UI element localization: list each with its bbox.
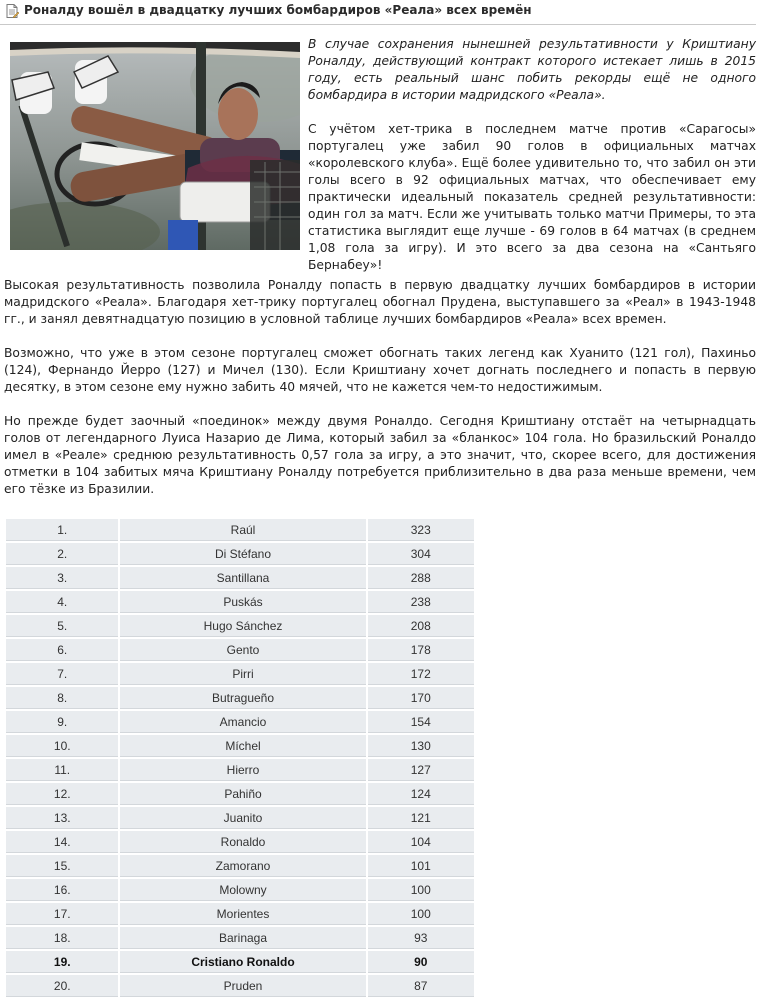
player-name-cell: Pruden (120, 975, 365, 997)
table-row (6, 879, 474, 901)
rank-cell: 5. (6, 615, 118, 637)
table-row (6, 927, 474, 949)
body-paragraph: Возможно, что уже в этом сезоне португалец сможет обогнать таких легенд как Хуанито (121 гол), Пахиньо (124), Фернандо Йерро (127) и Мичел (130). Если Криштиану хочет догнать последнего и попасть в первую десятку, в этом сезоне ему нужно забить 40 мячей, что не кажется чем-то недостижимым. (4, 346, 756, 394)
player-name-cell: Molowny (120, 879, 365, 901)
rank-cell: 15. (6, 855, 118, 877)
rank-cell: 2. (6, 543, 118, 565)
goals-cell: 100 (368, 903, 474, 925)
goals-cell: 124 (368, 783, 474, 805)
player-name-cell: Butragueño (120, 687, 365, 709)
rank-cell: 3. (6, 567, 118, 589)
player-name-cell: Zamorano (120, 855, 365, 877)
goals-cell: 130 (368, 735, 474, 757)
rank-cell: 17. (6, 903, 118, 925)
goals-cell: 100 (368, 879, 474, 901)
player-name-cell: Santillana (120, 567, 365, 589)
rank-cell: 4. (6, 591, 118, 613)
table-row (6, 855, 474, 877)
goals-cell: 238 (368, 591, 474, 613)
rank-cell: 13. (6, 807, 118, 829)
rank-cell: 9. (6, 711, 118, 733)
goals-cell: 154 (368, 711, 474, 733)
player-name-cell: Cristiano Ronaldo (120, 951, 365, 973)
rank-cell: 12. (6, 783, 118, 805)
player-name-cell: Pirri (120, 663, 365, 685)
table-row (6, 567, 474, 589)
goals-cell: 101 (368, 855, 474, 877)
player-name-cell: Raúl (120, 519, 365, 541)
player-name-cell: Di Stéfano (120, 543, 365, 565)
rank-cell: 14. (6, 831, 118, 853)
goals-cell: 121 (368, 807, 474, 829)
table-row (6, 711, 474, 733)
goals-cell: 93 (368, 927, 474, 949)
player-name-cell: Hugo Sánchez (120, 615, 365, 637)
rank-cell: 19. (6, 951, 118, 973)
rank-cell: 16. (6, 879, 118, 901)
table-row (6, 903, 474, 925)
table-row (6, 783, 474, 805)
rank-cell: 6. (6, 639, 118, 661)
goals-cell: 127 (368, 759, 474, 781)
rank-cell: 7. (6, 663, 118, 685)
goals-cell: 304 (368, 543, 474, 565)
goals-cell: 170 (368, 687, 474, 709)
intro-text (308, 36, 756, 291)
player-name-cell: Ronaldo (120, 831, 365, 853)
table-row (6, 687, 474, 709)
goals-cell: 288 (368, 567, 474, 589)
player-name-cell: Amancio (120, 711, 365, 733)
article-photo (10, 42, 300, 250)
player-name-cell: Morientes (120, 903, 365, 925)
table-row (6, 543, 474, 565)
table-row (6, 807, 474, 829)
goals-cell: 323 (368, 519, 474, 541)
table-row (6, 831, 474, 853)
document-icon (4, 3, 20, 19)
body-paragraph: Высокая результативность позволила Роналду попасть в первую двадцатку лучших бомбардиров в истории мадридского «Реала». Благодаря хет-трику португалец обогнал Прудена, выступавшего за «Реал» в 1943-1948 гг., и занял девятнадцатую позицию в условной таблице лучших бомбардиров «Реала» всех времен. (4, 278, 756, 326)
table-row (6, 639, 474, 661)
player-name-cell: Hierro (120, 759, 365, 781)
ronaldo-golf-cart-photo (10, 42, 300, 250)
player-name-cell: Pahiño (120, 783, 365, 805)
table-row (6, 519, 474, 541)
table-row (6, 735, 474, 757)
rank-cell: 11. (6, 759, 118, 781)
goals-cell: 178 (368, 639, 474, 661)
body-paragraph: Но прежде будет заочный «поединок» между двумя Роналдо. Сегодня Криштиану отстаёт на четырнадцать голов от легендарного Луиса Назарио де Лима, который забил за «бланкос» 104 гола. Но бразильский Роналдо имел в «Реале» среднюю результативность 0,57 гола за игру, а это значит, что, скорее всего, для достижения отметки в 104 забитых мяча Криштиану Роналду потребуется приблизительно в два раза меньше времени, чем его тёзке из Бразилии. (4, 414, 756, 496)
article-header (0, 0, 756, 25)
rank-cell: 1. (6, 519, 118, 541)
table-row (6, 975, 474, 997)
intro-paragraph: С учётом хет-трика в последнем матче против «Сарагосы» португалец уже забил 90 голов в официальных матчах «королевского клуба». Ещё более удивительно то, что забил он эти голы всего в 92 официальных матчах, что обеспечивает ему практически идеальный показатель средней результативности: один гол за матч. Если же учитывать только матчи Примеры, то эта статистика выглядит еще лучше - 69 голов в 64 матчах (в среднем 1,08 гола за игру). И это всего за два сезона на «Сантьяго Бернабеу»! (308, 122, 756, 272)
article-title: Роналду вошёл в двадцатку лучших бомбардиров «Реала» всех времён (24, 3, 532, 17)
player-name-cell: Puskás (120, 591, 365, 613)
goals-cell: 90 (368, 951, 474, 973)
rank-cell: 18. (6, 927, 118, 949)
goals-cell: 104 (368, 831, 474, 853)
player-name-cell: Juanito (120, 807, 365, 829)
player-name-cell: Míchel (120, 735, 365, 757)
rank-cell: 10. (6, 735, 118, 757)
rank-cell: 20. (6, 975, 118, 997)
player-name-cell: Barinaga (120, 927, 365, 949)
intro-lead-paragraph: В случае сохранения нынешней результативности у Криштиану Роналду, действующий контракт которого истекает лишь в 2015 году, есть реальный шанс побить рекорды ещё не одного бомбардира в истории мадридского «Реала». (308, 37, 756, 102)
table-row (6, 663, 474, 685)
table-row (6, 759, 474, 781)
table-row (6, 591, 474, 613)
table-row-highlighted (6, 951, 474, 973)
goals-cell: 208 (368, 615, 474, 637)
table-row (6, 615, 474, 637)
top-scorers-table (4, 517, 476, 999)
player-name-cell: Gento (120, 639, 365, 661)
goals-cell: 172 (368, 663, 474, 685)
article-body (4, 277, 756, 515)
goals-cell: 87 (368, 975, 474, 997)
rank-cell: 8. (6, 687, 118, 709)
